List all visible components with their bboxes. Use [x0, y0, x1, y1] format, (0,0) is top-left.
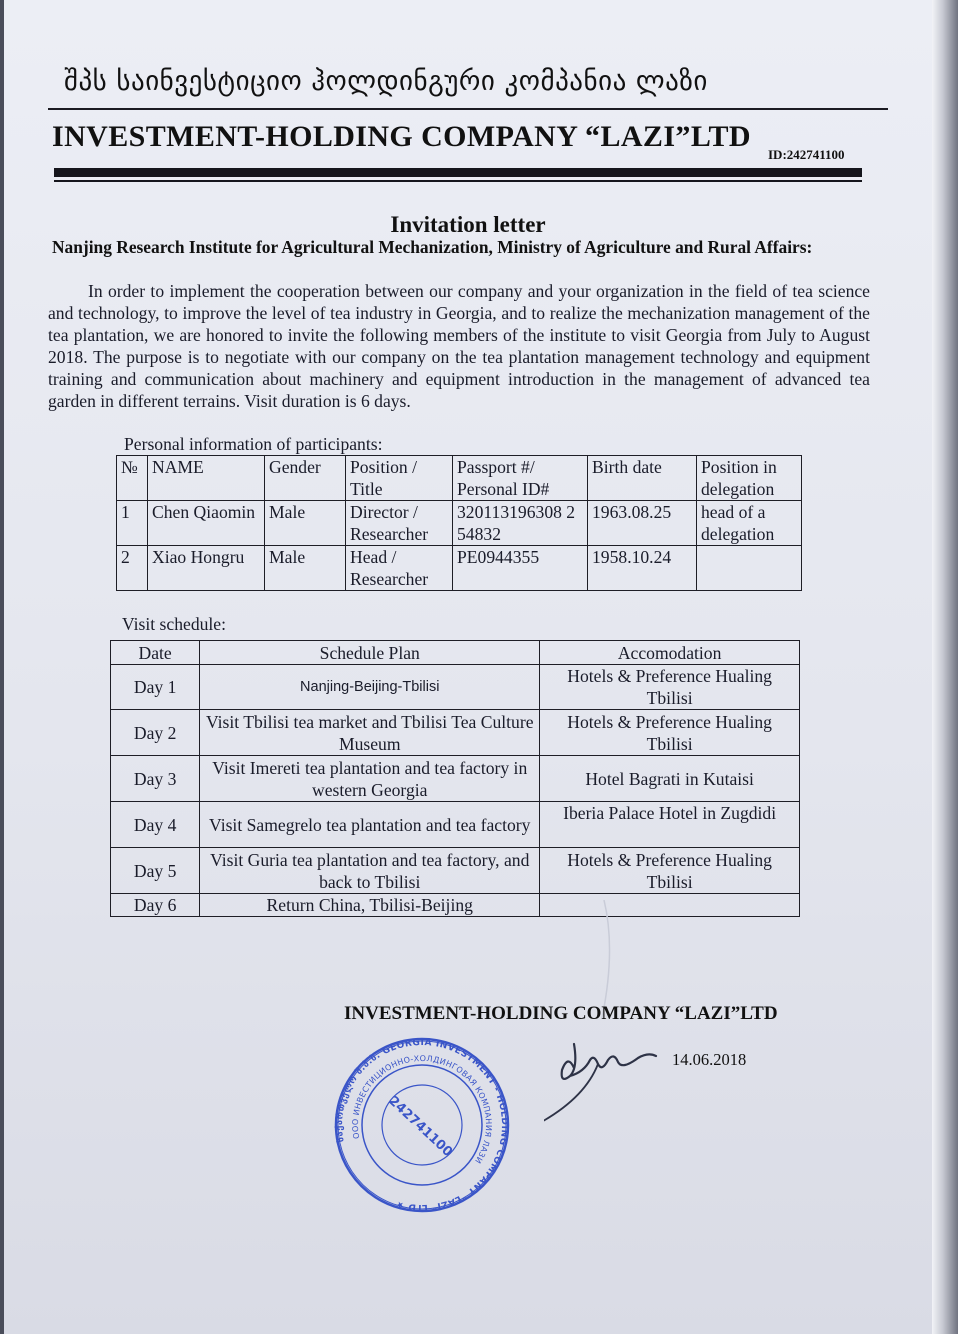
- signature-date: 14.06.2018: [672, 1050, 747, 1069]
- cell-name: Chen Qiaomin: [148, 501, 265, 546]
- handwritten-signature: [544, 1030, 674, 1140]
- cell-delegation-position: [697, 546, 802, 591]
- table-row: [117, 501, 802, 546]
- letter-title: Invitation letter: [390, 212, 546, 237]
- col-header-name: NAME: [148, 456, 265, 501]
- col-header-birth-date: Birth date: [588, 456, 697, 501]
- background-edge: [932, 0, 958, 1334]
- cell-plan: Nanjing-Beijing-Tbilisi: [200, 665, 540, 710]
- cell-plan: Visit Tbilisi tea market and Tbilisi Tea Culture Museum: [200, 710, 540, 756]
- schedule-table: [110, 640, 800, 917]
- col-header-gender: Gender: [265, 456, 346, 501]
- cell-day: Day 5: [111, 848, 200, 894]
- col-header-date: Date: [111, 641, 200, 665]
- cell-gender: Male: [265, 546, 346, 591]
- table-row: [117, 546, 802, 591]
- table-row: [111, 802, 800, 848]
- col-header-passport: Passport #/ Personal ID#: [453, 456, 588, 501]
- cell-accommodation: Hotel Bagrati in Kutaisi: [540, 756, 800, 802]
- participants-label: Personal information of participants:: [124, 434, 383, 454]
- table-row: [111, 756, 800, 802]
- letter-body: In order to implement the cooperation between our company and your organization in the field of tea science and technology, to improve the level of tea industry in Georgia, and to realize the mechanization management of the tea plantation, we are honored to invite the following members of the institute to visit Georgia from July to August 2018. The purpose is to negotiate with our company on the tea plantation management technology and equipment training and communication about machinery and equipment introduction in the management of advanced tea garden in different terrains. Visit duration is 6 days.: [48, 281, 870, 411]
- cell-day: Day 6: [111, 894, 200, 917]
- cell-passport: 320113196308 254832: [453, 501, 588, 546]
- col-header-accommodation: Accomodation: [540, 641, 800, 665]
- cell-plan: Visit Guria tea plantation and tea factory, and back to Tbilisi: [200, 848, 540, 894]
- cell-plan: Return China, Tbilisi-Beijing: [200, 894, 540, 917]
- header-rule-top: [48, 108, 888, 110]
- cell-position: Director / Researcher: [346, 501, 453, 546]
- cell-number: 1: [117, 501, 148, 546]
- cell-plan: Visit Samegrelo tea plantation and tea factory: [200, 802, 540, 848]
- schedule-label: Visit schedule:: [122, 614, 226, 634]
- signature-company-name: INVESTMENT-HOLDING COMPANY “LAZI”LTD: [344, 1003, 778, 1024]
- paper-fold-mark: [544, 900, 624, 1020]
- header-rule-bottom: [54, 180, 862, 182]
- cell-day: Day 3: [111, 756, 200, 802]
- table-row: [111, 894, 800, 917]
- cell-name: Xiao Hongru: [148, 546, 265, 591]
- table-row: [111, 665, 800, 710]
- georgian-company-name: შპს საინვესტიციო ჰოლდინგური კომპანია ლაზი: [64, 66, 708, 97]
- svg-text:საქართველო შ.პ.ს. GEORGIA INVE: საქართველო შ.პ.ს. GEORGIA INVESTMENT - HOLDING COMPANY "LAZI" LTD ★: [334, 1037, 510, 1213]
- cell-delegation-position: head of a delegation: [697, 501, 802, 546]
- cell-accommodation: Hotels & Preference Hualing Tbilisi: [540, 848, 800, 894]
- table-row: [111, 710, 800, 756]
- letter-addressee: Nanjing Research Institute for Agricultural Mechanization, Ministry of Agriculture and Rural Affairs:: [52, 237, 813, 257]
- cell-accommodation: Hotels & Preference Hualing Tbilisi: [540, 665, 800, 710]
- stamp-id: 242741100: [385, 1093, 456, 1161]
- cell-accommodation: Iberia Palace Hotel in Zugdidi: [540, 802, 800, 848]
- cell-accommodation: Hotels & Preference Hualing Tbilisi: [540, 710, 800, 756]
- cell-day: Day 2: [111, 710, 200, 756]
- cell-number: 2: [117, 546, 148, 591]
- col-header-plan: Schedule Plan: [200, 641, 540, 665]
- col-header-number: №: [117, 456, 148, 501]
- table-row: [111, 848, 800, 894]
- cell-day: Day 4: [111, 802, 200, 848]
- cell-position: Head / Researcher: [346, 546, 453, 591]
- document-page: [4, 0, 932, 1334]
- cell-birth-date: 1958.10.24: [588, 546, 697, 591]
- company-name: INVESTMENT-HOLDING COMPANY “LAZI”LTD: [52, 120, 751, 153]
- participants-header-row: [117, 456, 802, 501]
- col-header-position: Position / Title: [346, 456, 453, 501]
- cell-day: Day 1: [111, 665, 200, 710]
- participants-table: [116, 455, 802, 591]
- cell-plan: Visit Imereti tea plantation and tea factory in western Georgia: [200, 756, 540, 802]
- schedule-header-row: [111, 641, 800, 665]
- cell-passport: PE0944355: [453, 546, 588, 591]
- cell-gender: Male: [265, 501, 346, 546]
- svg-text:ООО ИНВЕСТИЦИОННО-ХОЛДИНГОВАЯ: ООО ИНВЕСТИЦИОННО-ХОЛДИНГОВАЯ КОМПАНИЯ ЛАЗИ: [350, 1053, 494, 1166]
- col-header-delegation-position: Position in delegation: [697, 456, 802, 501]
- company-seal-stamp: [332, 1035, 512, 1215]
- header-rule-thick: [54, 168, 862, 177]
- company-id: ID:242741100: [768, 147, 845, 162]
- cell-birth-date: 1963.08.25: [588, 501, 697, 546]
